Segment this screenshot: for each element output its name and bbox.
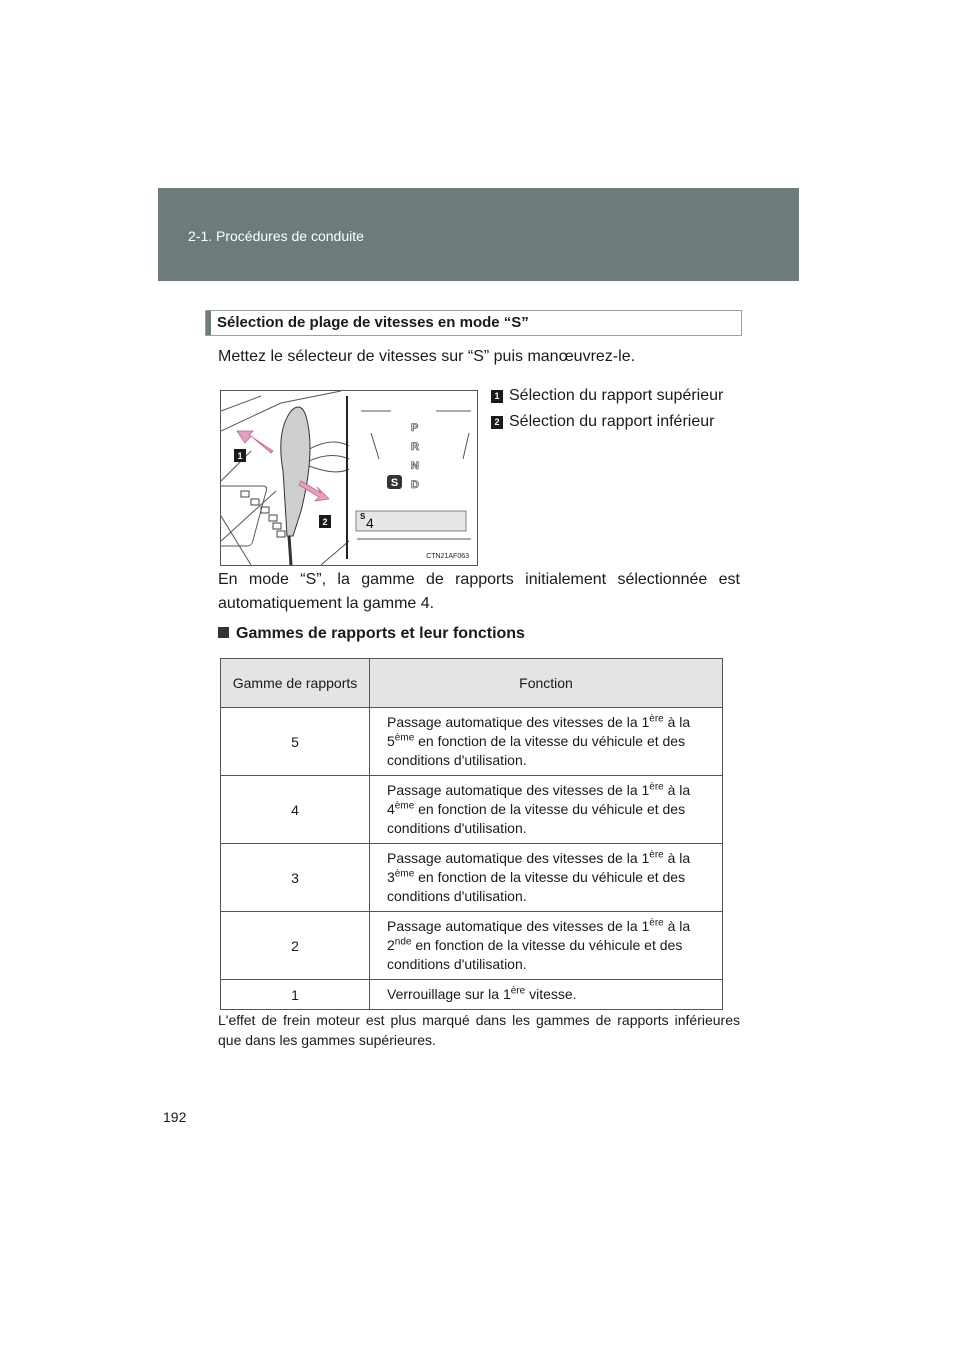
display-prefix: S [360,512,366,521]
intro-text: Mettez le sélecteur de vitesses sur “S” puis manœuvrez-le. [218,348,636,365]
function-cell: Passage automatique des vitesses de la 1ère à la 5ème en fonction de la vitesse du véhicule et des conditions d'utilisation. [370,708,723,776]
subheading-text: Gammes de rapports et leur fonctions [236,625,525,642]
function-cell: Passage automatique des vitesses de la 1ère à la 2nde en fonction de la vitesse du véhicule et des conditions d'utilisation. [370,912,723,980]
section-title: 2-1. Procédures de conduite [188,228,364,244]
function-cell: Passage automatique des vitesses de la 1ère à la 4ème en fonction de la vitesse du véhicule et des conditions d'utilisation. [370,776,723,844]
gear-letter-n: N [411,460,419,472]
mode-letter-s: S [390,477,399,489]
legend-item-2 [491,413,714,431]
table-header-function: Fonction [370,659,723,708]
gear-range-table [220,658,723,1010]
legend-item-1 [491,387,723,405]
gear-letter-p: P [411,422,419,434]
section-box-title [205,310,742,336]
table-row [221,708,723,776]
callout-2: 2 [322,517,328,527]
range-cell: 1 [221,980,370,1010]
legend-text-1: Sélection du rapport supérieur [509,387,724,404]
table-row [221,912,723,980]
range-cell: 2 [221,912,370,980]
function-cell: Passage automatique des vitesses de la 1ère à la 3ème en fonction de la vitesse du véhicule et des conditions d'utilisation. [370,844,723,912]
bullet-square-icon [218,627,229,638]
box-title-text: Sélection de plage de vitesses en mode “S” [217,314,529,331]
figure-code: CTN21AF063 [426,553,469,560]
gear-letter-r: R [411,441,419,453]
subheading [218,625,525,643]
gear-selector-illustration [221,391,477,565]
range-cell: 3 [221,844,370,912]
function-cell: Verrouillage sur la 1ère vitesse. [370,980,723,1010]
legend-text-2: Sélection du rapport inférieur [509,413,715,430]
header-band [158,188,799,281]
range-cell: 5 [221,708,370,776]
page-number: 192 [163,1109,187,1125]
table-row [221,844,723,912]
table-row [221,980,723,1010]
title-accent-bar [206,311,211,335]
legend-number-2: 2 [491,416,503,429]
table-header-row [221,659,723,708]
display-value: 4 [366,515,374,531]
table-header-range: Gamme de rapports [221,659,370,708]
gear-letter-d: D [411,479,419,491]
table-row [221,776,723,844]
range-cell: 4 [221,776,370,844]
legend-number-1: 1 [491,390,503,403]
callout-1: 1 [237,451,243,461]
mode-s-paragraph: En mode “S”, la gamme de rapports initialement sélectionnée est automatiquement la gamme 4. [218,571,740,612]
engine-brake-note: L'effet de frein moteur est plus marqué dans les gammes de rapports inférieures que dans les gammes supérieures. [218,1012,740,1048]
gear-selector-figure [220,390,478,566]
